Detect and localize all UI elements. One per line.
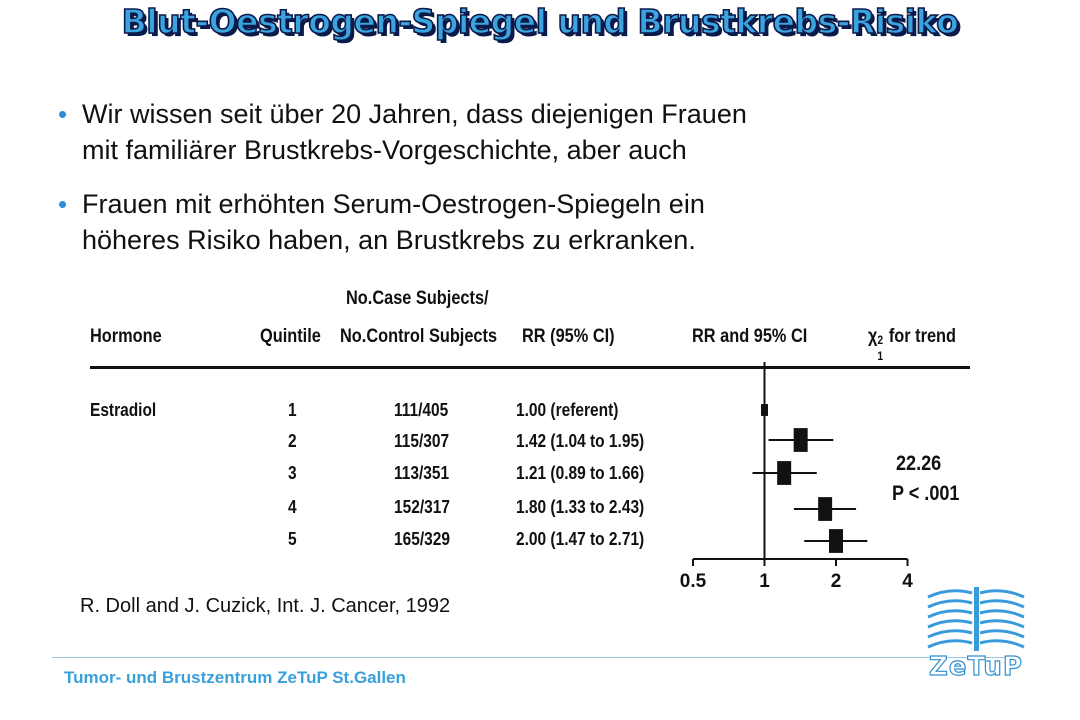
row-rr: 1.80 (1.33 to 2.43) <box>516 497 645 517</box>
chi-superscript: 2 <box>877 333 884 347</box>
rr-point <box>794 428 808 452</box>
row-rr: 1.21 (0.89 to 1.66) <box>516 463 645 483</box>
row-cases: 165/329 <box>394 529 450 549</box>
bullet-2-line-2: höheres Risiko haben, an Brustkrebs zu erkranken. <box>82 225 696 255</box>
header-rr-plot: RR and 95% CI <box>692 326 808 347</box>
logo-text: ZeTuP <box>929 652 1023 682</box>
rr-point <box>829 529 843 553</box>
study-figure <box>78 268 978 598</box>
row-rr: 2.00 (1.47 to 2.71) <box>516 529 645 549</box>
header-quintile: Quintile <box>260 326 321 347</box>
slide-title: Blut-Oestrogen-Spiegel und Brustkrebs-Risiko <box>121 2 959 41</box>
row-quintile: 2 <box>288 431 297 451</box>
row-rr: 1.00 (referent) <box>516 400 619 420</box>
trend-label: for trend <box>884 326 957 347</box>
trend-chi-value: 22.26 <box>896 452 942 475</box>
citation: R. Doll and J. Cuzick, Int. J. Cancer, 1992 <box>80 595 451 617</box>
row-cases: 152/317 <box>394 497 450 517</box>
row-cases: 111/405 <box>394 400 449 420</box>
x-tick-label: 2 <box>830 571 842 592</box>
header-cases-line-1: No.Case Subjects/ <box>346 288 489 309</box>
hormone-name: Estradiol <box>90 400 157 420</box>
chi-symbol: χ <box>868 326 878 347</box>
bullet-1-line-1: Wir wissen seit über 20 Jahren, dass diejenigen Frauen <box>82 99 747 129</box>
x-tick-label: 4 <box>902 571 913 592</box>
rr-point <box>761 404 768 416</box>
header-cases-line-2: No.Control Subjects <box>340 326 498 347</box>
row-quintile: 3 <box>288 463 297 483</box>
rr-point <box>777 461 791 485</box>
bullet-dot-icon: • <box>58 189 68 219</box>
x-tick-label: 1 <box>759 571 770 592</box>
rr-point <box>818 497 832 521</box>
footer-divider <box>52 657 1020 658</box>
row-cases: 115/307 <box>394 431 450 451</box>
trend-p-value: P < .001 <box>892 482 960 505</box>
x-tick-label: 0.5 <box>679 571 707 592</box>
row-quintile: 5 <box>288 529 297 549</box>
bullet-dot-icon: • <box>58 99 68 129</box>
footer-text: Tumor- und Brustzentrum ZeTuP St.Gallen <box>64 668 406 687</box>
header-rr: RR (95% CI) <box>522 326 615 347</box>
header-hormone: Hormone <box>90 326 162 347</box>
row-quintile: 4 <box>288 497 297 517</box>
bullet-1-line-2: mit familiärer Brustkrebs-Vorgeschichte, aber auch <box>82 135 687 165</box>
row-quintile: 1 <box>288 400 297 420</box>
chi-subscript: 1 <box>877 349 884 363</box>
forest-plot <box>78 268 978 598</box>
row-rr: 1.42 (1.04 to 1.95) <box>516 431 645 451</box>
bullet-2-line-1: Frauen mit erhöhten Serum-Oestrogen-Spiegeln ein <box>82 189 705 219</box>
row-cases: 113/351 <box>394 463 450 483</box>
